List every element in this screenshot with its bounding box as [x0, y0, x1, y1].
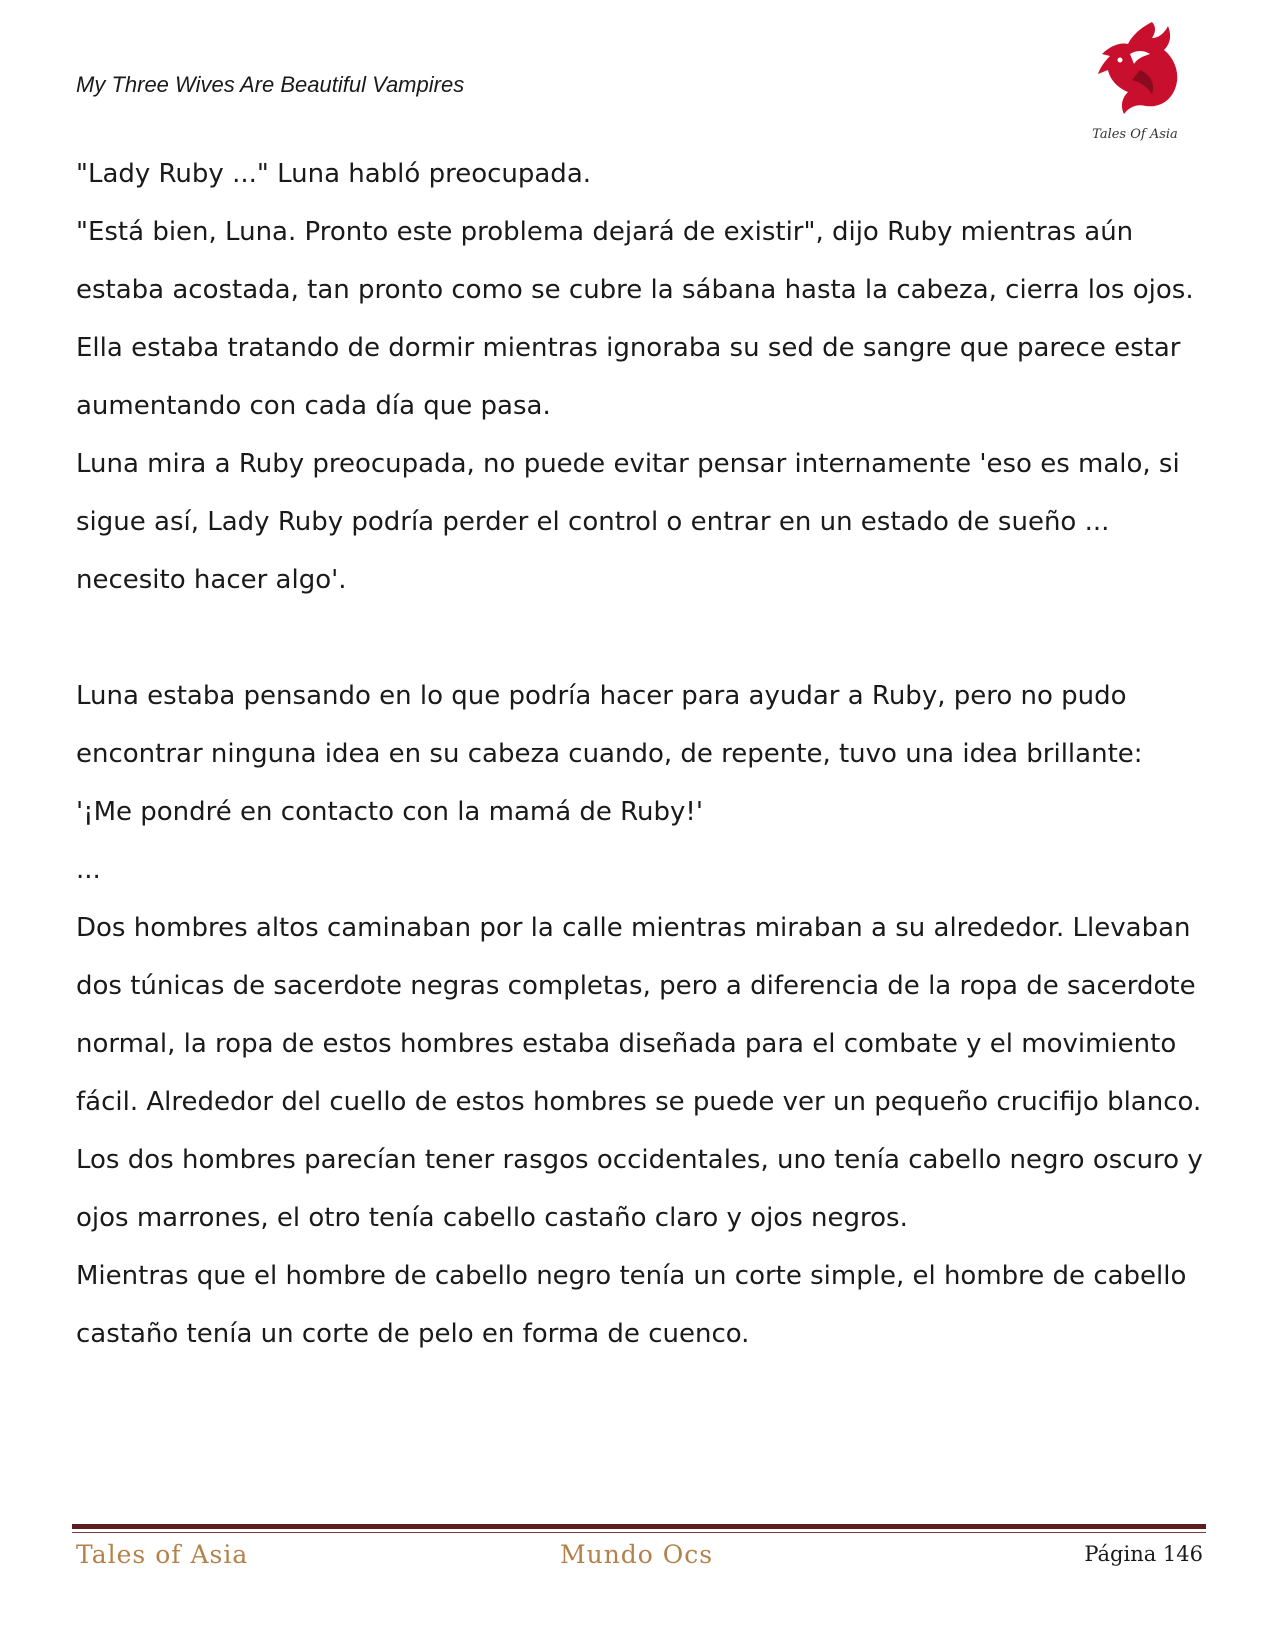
- page-number: Página 146: [1084, 1542, 1203, 1566]
- tales-of-asia-logo: [1080, 14, 1190, 142]
- paragraph-spacer: [76, 609, 1206, 667]
- paragraph: Los dos hombres parecían tener rasgos occidentales, uno tenía cabello negro oscuro y ojos marrones, el otro tenía cabello castaño claro y ojos negros.: [76, 1145, 1203, 1233]
- paragraph: "Lady Ruby ..." Luna habló preocupada.: [76, 159, 592, 189]
- footer-divider-thin: [72, 1532, 1206, 1533]
- logo-text: Tales Of Asia: [1092, 127, 1178, 142]
- paragraph: Dos hombres altos caminaban por la calle mientras miraban a su alrededor. Llevaban dos túnicas de sacerdote negras completas, pero a diferencia de la ropa de sacerdote normal, la ropa de estos hombres estaba diseñada para el combate y el movimiento fácil. Alrededor del cuello de estos hombres se puede ver un pequeño crucifijo blanco.: [76, 913, 1202, 1117]
- footer-site-name: Tales of Asia: [76, 1540, 249, 1569]
- scene-break: ...: [76, 855, 101, 885]
- red-dragon-icon: [1080, 14, 1190, 124]
- footer-center-text: Mundo Ocs: [560, 1540, 714, 1569]
- paragraph: Luna estaba pensando en lo que podría hacer para ayudar a Ruby, pero no pudo encontrar ninguna idea en su cabeza cuando, de repente, tuvo una idea brillante: '¡Me pondré en contacto con la mamá de Ruby!': [76, 681, 1143, 827]
- footer-divider: [72, 1524, 1206, 1529]
- book-title: My Three Wives Are Beautiful Vampires: [76, 72, 465, 97]
- paragraph: "Está bien, Luna. Pronto este problema dejará de existir", dijo Ruby mientras aún estaba acostada, tan pronto como se cubre la sábana hasta la cabeza, cierra los ojos. Ella estaba tratando de dormir mientras ignoraba su sed de sangre que parece estar aumentando con cada día que pasa.: [76, 217, 1194, 421]
- chapter-body: [76, 145, 1206, 1363]
- paragraph: Mientras que el hombre de cabello negro tenía un corte simple, el hombre de cabello castaño tenía un corte de pelo en forma de cuenco.: [76, 1261, 1187, 1349]
- paragraph: Luna mira a Ruby preocupada, no puede evitar pensar internamente 'eso es malo, si sigue así, Lady Ruby podría perder el control o entrar en un estado de sueño ... necesito hacer algo'.: [76, 449, 1180, 595]
